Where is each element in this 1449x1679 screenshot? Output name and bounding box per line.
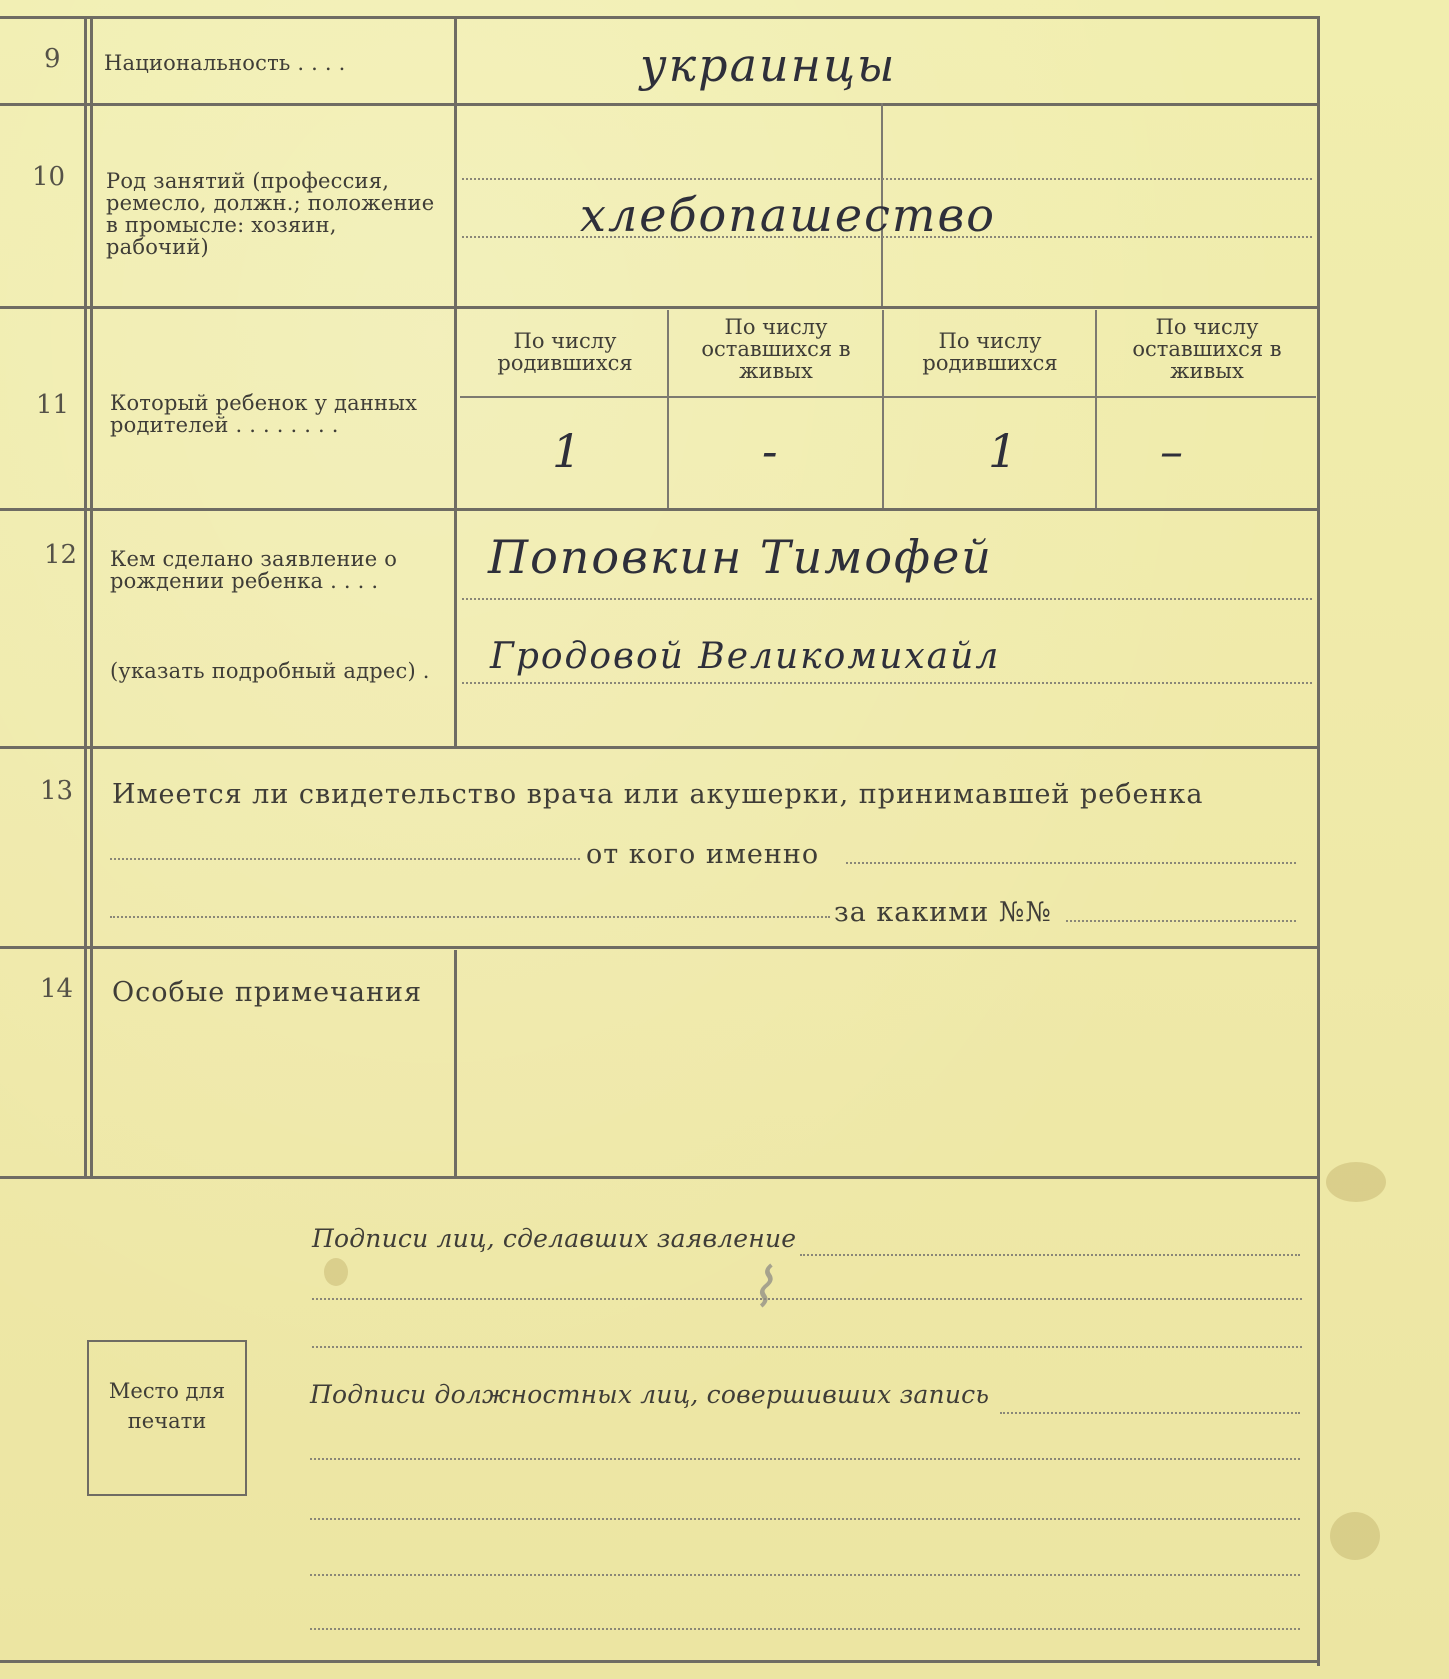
- row-13-label: Имеется ли свидетельство врача или акушерки, принимавшей ребенка: [112, 779, 1204, 810]
- row-12-label: Кем сделано заявление о рождении ребенка . . . .: [110, 547, 398, 593]
- row-11-col-div-2: [882, 310, 884, 508]
- row-12-value: Поповкин Тимофей: [488, 530, 993, 584]
- row-9-number: 9: [44, 44, 61, 74]
- officials-line-5: [310, 1628, 1300, 1630]
- row-9-label: Национальность . . . .: [104, 51, 346, 75]
- row-10-label: Род занятий (профессия, ремесло, должн.; положение в промысле: хозяин, рабочий): [106, 169, 435, 259]
- number-column-divider: [84, 16, 87, 1176]
- row-11-col-div-3: [1095, 310, 1097, 508]
- row-11-header-3: По числу родившихся: [922, 329, 1058, 375]
- applicants-line-1: [800, 1254, 1300, 1256]
- applicant-signature: ⌇: [748, 1256, 777, 1319]
- right-border: [1317, 16, 1320, 1666]
- row-13-dots-3: [110, 916, 830, 918]
- stamp-place-box: [87, 1340, 247, 1496]
- row-11-header-4: По числу оставшихся в живых: [1132, 315, 1282, 383]
- number-column-divider-2: [90, 16, 93, 1176]
- row-11-number: 11: [36, 390, 70, 420]
- row-12-address-label: (указать подробный адрес) .: [110, 659, 430, 683]
- row-12-address-value: Гродовой Великомихайл: [490, 636, 1001, 677]
- row-11-value-2: -: [762, 424, 780, 478]
- row-11-value-4: –: [1160, 424, 1185, 478]
- row-11-label: Который ребенок у данных родителей . . . . . . . .: [110, 391, 418, 437]
- row-12-dots-1: [462, 598, 1312, 600]
- row-9-bottom: [0, 103, 1320, 106]
- stamp-place-line-1: Место для: [108, 1379, 226, 1403]
- paper-stain-1: [1326, 1162, 1386, 1202]
- applicants-signature-label: Подписи лиц, сделавших заявление: [312, 1224, 797, 1253]
- applicants-line-2: [312, 1298, 1302, 1300]
- applicants-line-3: [312, 1346, 1302, 1348]
- row-9-value: украинцы: [640, 38, 897, 92]
- top-border: [0, 16, 1320, 19]
- paper-stain-2: [1330, 1512, 1380, 1560]
- row-13-bottom: [0, 946, 1320, 949]
- row-13-dots-1: [110, 858, 580, 860]
- officials-line-2: [310, 1458, 1300, 1460]
- row-11-value-1: 1: [552, 424, 584, 478]
- row-13-number: 13: [40, 776, 74, 806]
- officials-signature-label: Подписи должностных лиц, совершивших запись: [310, 1380, 990, 1409]
- row-13-from-label: от кого именно: [586, 839, 820, 870]
- row-14-number: 14: [40, 974, 74, 1004]
- row-10-number: 10: [32, 162, 66, 192]
- paper-stain-3: [324, 1258, 348, 1286]
- row-10-bottom: [0, 306, 1320, 309]
- bottom-border: [0, 1660, 1320, 1663]
- row-12-bottom: [0, 746, 1320, 749]
- row-13-dots-2: [846, 862, 1296, 864]
- row-11-header-1: По числу родившихся: [497, 329, 633, 375]
- row-14-label: Особые примечания: [112, 977, 423, 1008]
- row-14-divider: [454, 950, 457, 1176]
- row-12-dots-2: [462, 682, 1312, 684]
- row-11-value-3: 1: [988, 424, 1020, 478]
- row-12-number: 12: [44, 540, 78, 570]
- officials-line-3: [310, 1518, 1300, 1520]
- row-13-numbers-label: за какими №№: [834, 897, 1052, 928]
- row-13-dots-4: [1066, 920, 1296, 922]
- stamp-place-line-2: печати: [127, 1409, 207, 1433]
- row-14-bottom: [0, 1176, 1320, 1179]
- officials-line-1: [1000, 1412, 1300, 1414]
- row-11-header-bottom: [460, 396, 1316, 398]
- officials-line-4: [310, 1574, 1300, 1576]
- row-11-bottom: [0, 508, 1320, 511]
- label-column-divider: [454, 16, 457, 746]
- row-10-value: хлебопашество: [580, 188, 996, 242]
- row-11-col-div-1: [667, 310, 669, 508]
- row-11-header-2: По числу оставшихся в живых: [701, 315, 851, 383]
- row-10-dots-1: [462, 178, 1312, 180]
